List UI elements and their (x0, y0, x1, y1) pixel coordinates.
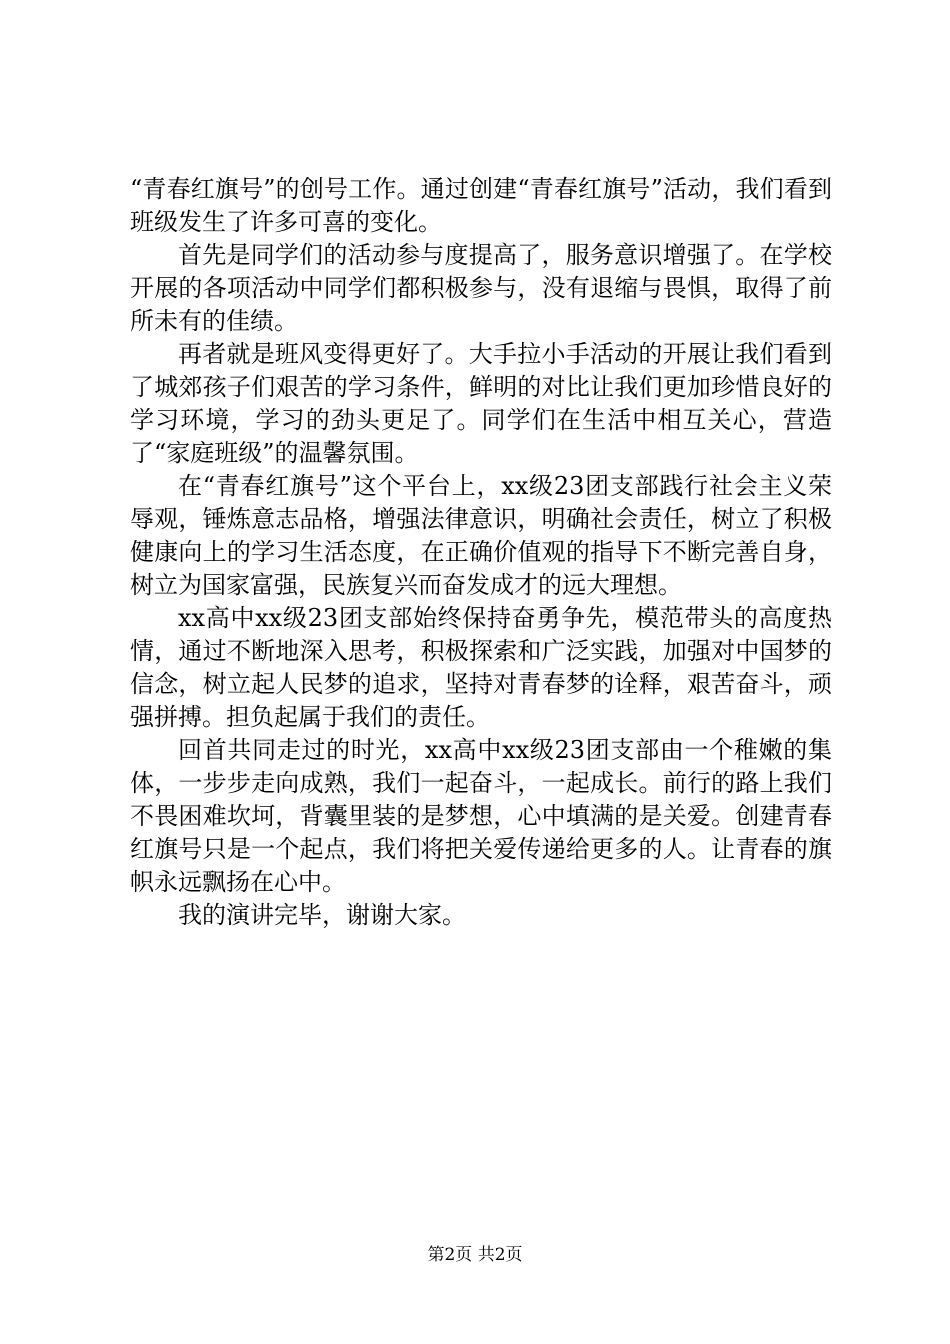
document-body (130, 173, 832, 932)
paragraph-5: xx高中xx级23团支部始终保持奋勇争先，模范带头的高度热情，通过不断地深入思考，积极探索和广泛实践，加强对中国梦的信念，树立起人民梦的追求，坚持对青春梦的诠释，艰苦奋斗，顽强拼搏。担负起属于我们的责任。 (130, 604, 832, 731)
paragraph-7: 我的演讲完毕，谢谢大家。 (178, 901, 466, 929)
paragraph-1: “青春红旗号”的创号工作。通过创建“青春红旗号”活动，我们看到班级发生了许多可喜的变化。 (130, 175, 832, 236)
paragraph-2: 首先是同学们的活动参与度提高了，服务意识增强了。在学校开展的各项活动中同学们都积极参与，没有退缩与畏惧，取得了前所未有的佳绩。 (130, 241, 832, 335)
paragraph-3: 再者就是班风变得更好了。大手拉小手活动的开展让我们看到了城郊孩子们艰苦的学习条件，鲜明的对比让我们更加珍惜良好的学习环境，学习的劲头更足了。同学们在生活中相互关心，营造了“家庭班级”的温馨氛围。 (130, 340, 832, 467)
paragraph-6: 回首共同走过的时光，xx高中xx级23团支部由一个稚嫩的集体，一步步走向成熟，我们一起奋斗，一起成长。前行的路上我们不畏困难坎坷，背囊里装的是梦想，心中填满的是关爱。创建青春红旗号只是一个起点，我们将把关爱传递给更多的人。让青春的旗帜永远飘扬在心中。 (130, 736, 832, 896)
page-footer: 第2页 共2页 (427, 1245, 523, 1265)
paragraph-4: 在“青春红旗号”这个平台上，xx级23团支部践行社会主义荣辱观，锤炼意志品格，增强法律意识，明确社会责任，树立了积极健康向上的学习生活态度，在正确价值观的指导下不断完善自身，树立为国家富强，民族复兴而奋发成才的远大理想。 (130, 472, 832, 599)
